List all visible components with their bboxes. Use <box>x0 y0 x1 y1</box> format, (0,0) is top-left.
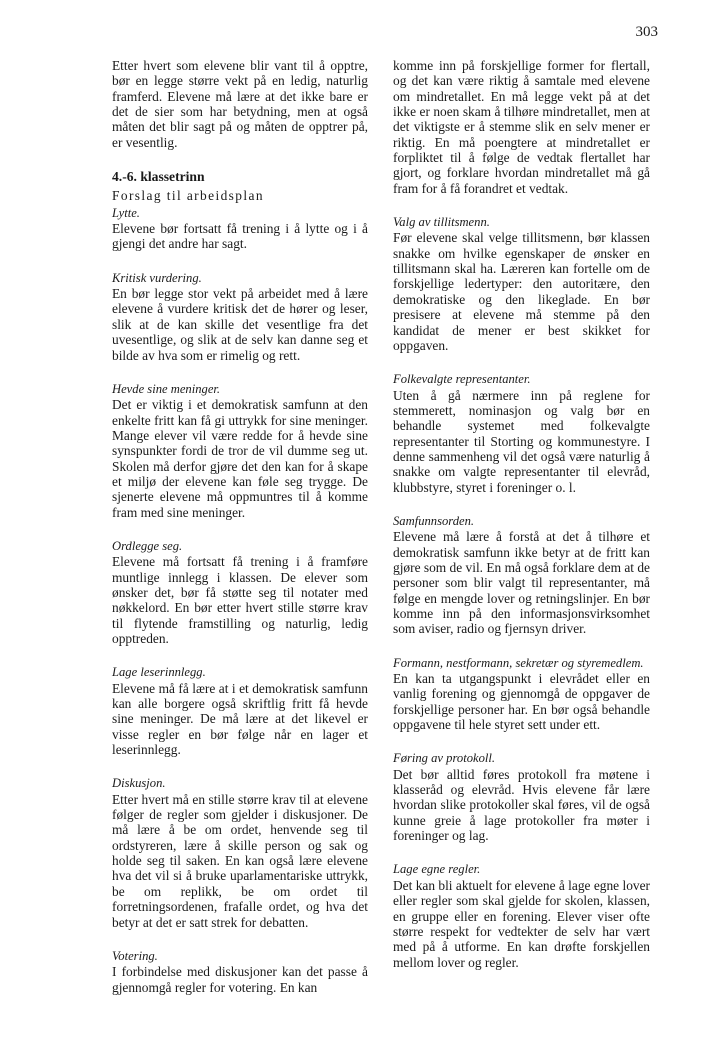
chapter-header <box>112 169 368 204</box>
section-heading: Valg av tillitsmenn. <box>393 215 490 230</box>
chapter-title: 4.-6. klassetrinn <box>112 169 205 185</box>
section-samfunnsorden <box>393 514 650 637</box>
section-heading: Lytte. <box>112 205 140 220</box>
section-votering <box>112 949 368 995</box>
section-body: En kan ta utgangspunkt i elevrådet eller en vanlig forening og gjennomgå de oppgaver de forskjellige personer har. En bør også behandle oppgavene til hele styret sett under ett. <box>393 671 650 733</box>
section-body: Det er viktig i et demokratisk samfunn at den enkelte fritt kan få gi uttrykk for sine meninger. Mange elever vil være redde for å hevde sine synspunkter fordi de tror de vil dumme seg ut. Skolen må derfor gjøre det den kan for å skape et miljø der elevene kan føle seg trygge. De sjenerte elevene må oppmuntres til å komme fram med sine meninger. <box>112 397 368 520</box>
section-heading: Kritisk vurdering. <box>112 270 202 285</box>
section-heading: Folkevalgte representanter. <box>393 372 531 387</box>
section-heading: Lage leserinnlegg. <box>112 665 206 680</box>
section-formann-nestformann <box>393 656 650 733</box>
section-folkevalgte-representanter <box>393 372 650 495</box>
intro-section <box>112 58 368 150</box>
continuation-paragraph: komme inn på forskjellige former for flertall, og det kan være riktig å samtale med elevene om mindretallet. En må legge vekt på at det ikke er noen skam å tilhøre mindretallet, men at det viktigste er å stemme slik en selv mener er riktig. En må poengtere at mindretallet er forpliktet til å følge de vedtak flertallet har gjort, og forklare hvordan mindretallet må gå fram for å få forandret et vedtak. <box>393 58 650 196</box>
section-body: Uten å gå nærmere inn på reglene for stemmerett, nominasjon og valg bør en behandle systemet med folkevalgte representanter til Storting og kommunestyre. I denne sammenheng vil det også være naturlig å snakke om valgte representanter til elevråd, klubbstyre, styret i foreninger o. l. <box>393 387 650 495</box>
section-kritisk-vurdering <box>112 271 368 363</box>
section-heading: Samfunnsorden. <box>393 513 475 528</box>
section-hevde-sine-meninger <box>112 382 368 520</box>
section-body: Det bør alltid føres protokoll fra møtene i klasseråd og elevråd. Hvis elevene får lære hvordan slike protokoller skal føres, vil de også kunne greie å lage protokoller fra møter i foreninger og lag. <box>393 766 650 844</box>
page-number: 303 <box>635 24 658 40</box>
continuation-section <box>393 58 650 196</box>
section-heading: Votering. <box>112 948 158 963</box>
section-body: Før elevene skal velge tillitsmenn, bør klassen snakke om hvilke egenskaper de ønsker en tillitsmann skal ha. Læreren kan fortelle om de forskjellige ledertyper: den autoritære, den demokratiske og den likeglade. En bør presisere at elevene må stemme på den kandidat de mener er best skikket for oppgaven. <box>393 230 650 353</box>
section-lage-egne-regler <box>393 862 650 969</box>
section-heading: Lage egne regler. <box>393 862 481 877</box>
section-heading: Hevde sine meninger. <box>112 381 221 396</box>
section-lytte <box>112 206 368 252</box>
section-body: Elevene må få lære at i et demokratisk samfunn kan alle borgere også skriftlig fritt få hevde sine meninger. De må lære at det likevel er visse regler en bør følge når en lager et leserinnlegg. <box>112 680 368 758</box>
left-column <box>112 58 368 995</box>
section-ordlegge-seg <box>112 539 368 646</box>
section-body: En bør legge stor vekt på arbeidet med å lære elevene å vurdere kritisk det de hører og leser, slik at de kan skille det vesentlige fra det uvesentlige, og slik at de selv kan danne seg et bilde av hva som er rimelig og rett. <box>112 286 368 363</box>
section-body: Etter hvert må en stille større krav til at elevene følger de regler som gjelder i diskusjoner. De må lære å be om ordet, henvende seg til ordstyreren, lære å skille person og sak og holde seg til saken. En kan også lære elevene hva det vil si å bruke uparlamentariske uttrykk, be om replikk, be om ordet til forretningsordenen, frafalle ordet, og hva det betyr at det er satt strek for debatten. <box>112 791 368 930</box>
section-heading: Formann, nestformann, sekretær og styremedlem. <box>393 655 644 670</box>
section-body: Elevene må lære å forstå at det å tilhøre et demokratisk samfunn ikke betyr at de fritt kan gjøre som de vil. En må også forklare dem at de personer som blir valgt til representanter, må følge en mengde lover og retningslinjer. En bør komme inn på den informasjonsvirksomhet som aviser, radio og fjernsyn driver. <box>393 529 650 637</box>
section-foring-av-protokoll <box>393 751 650 843</box>
section-body: Elevene bør fortsatt få trening i å lytte og i å gjengi det andre har sagt. <box>112 221 368 252</box>
section-lage-leserinnlegg <box>112 665 368 757</box>
intro-paragraph: Etter hvert som elevene blir vant til å opptre, bør en legge større vekt på en ledig, naturlig framferd. Elevene må lære at det ikke bare er det de sier som har betydning, men at også måten det blir sagt på og måten de opptrer på, er vesentlig. <box>112 58 368 150</box>
chapter-subtitle: Forslag til arbeidsplan <box>112 188 264 204</box>
right-column <box>393 58 650 970</box>
section-body: I forbindelse med diskusjoner kan det passe å gjennomgå regler for votering. En kan <box>112 964 368 995</box>
section-heading: Diskusjon. <box>112 776 166 791</box>
section-body: Det kan bli aktuelt for elevene å lage egne lover eller regler som skal gjelde for skolen, klassen, en gruppe eller en forening. Elever viser ofte større respekt for vedtekter de selv har vært med på å utforme. En kan drøfte forskjellen mellom lover og regler. <box>393 877 650 970</box>
section-diskusjon <box>112 776 368 929</box>
section-body: Elevene må fortsatt få trening i å framføre muntlige innlegg i klassen. De elever som ønsker det, bør få støtte seg til notater med nøkkelord. En bør etter hvert stille større krav til flytende framstilling og naturlig, ledig opptreden. <box>112 554 368 646</box>
section-heading: Ordlegge seg. <box>112 538 183 553</box>
section-valg-av-tillitsmenn <box>393 215 650 353</box>
section-heading: Føring av protokoll. <box>393 751 496 766</box>
